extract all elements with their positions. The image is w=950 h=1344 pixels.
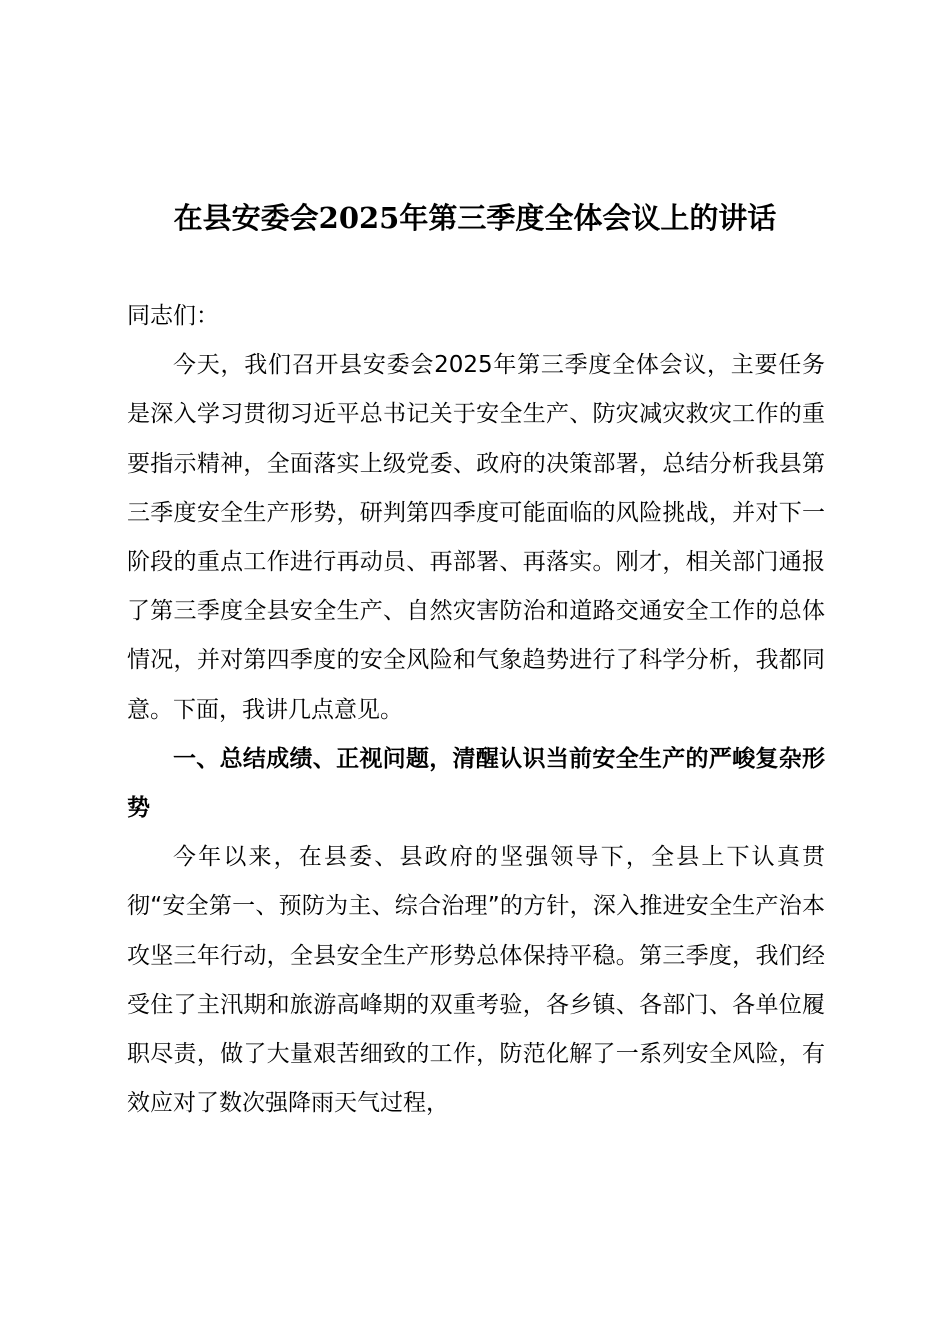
document-title: 在县安委会2025年第三季度全体会议上的讲话 [173,201,777,235]
section-heading: 一、总结成绩、正视问题，清醒认识当前安全生产的严峻复杂形势 [127,745,825,822]
section-paragraph: 今年以来，在县委、县政府的坚强领导下，全县上下认真贯彻“安全第一、预防为主、综合治理”的方针，深入推进安全生产治本攻坚三年行动，全县安全生产形势总体保持平稳。第三季度，我们经受住了主汛期和旅游高峰期的双重考验，各乡镇、各部门、各单位履职尽责，做了大量艰苦细致的工作，防范化解了一系列安全风险，有效应对了数次强降雨天气过程， [127,844,825,1117]
document-body [127,292,825,1128]
salutation: 同志们： [127,303,219,329]
opening-paragraph: 今天，我们召开县安委会2025年第三季度全体会议，主要任务是深入学习贯彻习近平总书记关于安全生产、防灾减灾救灾工作的重要指示精神，全面落实上级党委、政府的决策部署，总结分析我县第三季度安全生产形势，研判第四季度可能面临的风险挑战，并对下一阶段的重点工作进行再动员、再部署、再落实。刚才，相关部门通报了第三季度全县安全生产、自然灾害防治和道路交通安全工作的总体情况，并对第四季度的安全风险和气象趋势进行了科学分析，我都同意。下面，我讲几点意见。 [127,352,825,723]
